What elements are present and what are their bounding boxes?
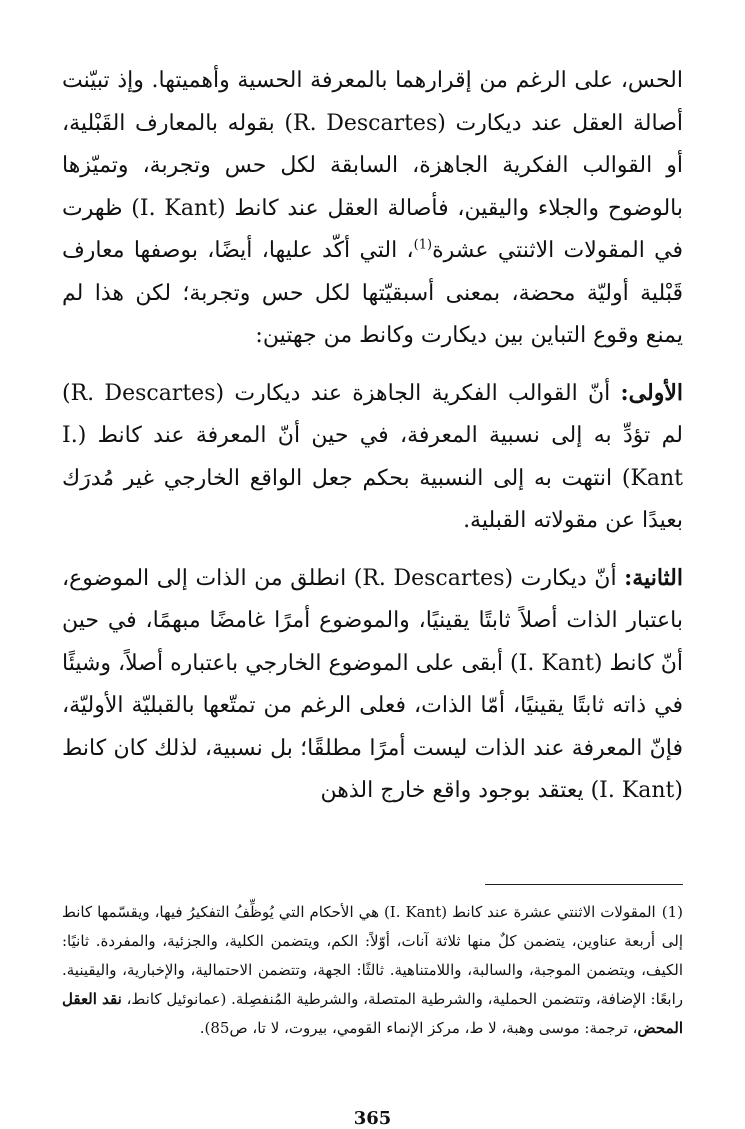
paragraph-first-point: [62, 372, 683, 543]
footnote-number: (1): [661, 903, 683, 921]
footnote-text-b: ، ترجمة: موسى وهبة، لا ط، مركز الإنماء القومي، بيروت، لا تا، ص85).: [199, 1019, 638, 1037]
footnote-text-a: المقولات الاثنتي عشرة عند كانط (I. Kant) هي الأحكام التي يُوظِّفُ التفكيرُ فيها، ويقسّمها كانط إلى أربعة عناوين، يتضمن كلٌ منها ثلاثة آنات، أوّلاً: الكم، ويتضمن الكلية، والجزئية، والمفردة. ثانيًا: الكيف، ويتضمن الموجبة، والسالبة، واللامتناهية. ثالثًا: الجهة، وتتضمن الاحتمالية، والإخبارية، واليقينية. رابعًا: الإضافة، وتتضمن الحملية، والشرطية المتصلة، والشرطية المُنفصِلة. (عمانوئيل كانط،: [62, 903, 684, 1008]
paragraph-intro-text-b: ، التي أكّد عليها، أيضًا، بوصفها معارف قَبْلية أوليّة محضة، بمعنى أسبقيّتها لكل حس وتجربة؛ لكن هذا لم يمنع وقوع التباين بين ديكارت وكانط من جهتين:: [62, 238, 683, 348]
footnote-separator: [485, 884, 683, 885]
footnote-reference-mark[interactable]: (1): [413, 237, 433, 253]
paragraph-second-point: [62, 557, 683, 813]
document-page: [62, 60, 684, 1129]
paragraph-intro-text-a: الحس، على الرغم من إقرارهما بالمعرفة الحسية وأهميتها. وإذ تبيّنت أصالة العقل عند ديكارت (R. Descartes) بقوله بالمعارف القَبْلية، أو القوالب الفكرية الجاهزة، السابقة لكل حس وتجربة، وتميّزها بالوضوح والجلاء واليقين، فأصالة العقل عند كانط (I. Kant) ظهرت في المقولات الاثنتي عشرة: [62, 68, 683, 263]
first-point-text: أنّ القوالب الفكرية الجاهزة عند ديكارت (R. Descartes) لم تؤدِّ به إلى نسبية المعرفة، في حين أنّ المعرفة عند كانط (I. Kant) انتهت به إلى النسبية بحكم جعل الواقع الخارجي غير مُدرَك بعيدًا عن مقولاته القبلية.: [62, 380, 683, 533]
page-number: 365: [353, 1108, 392, 1129]
second-point-text: أنّ ديكارت (R. Descartes) انطلق من الذات إلى الموضوع، باعتبار الذات أصلاً ثابتًا يقينيًا، والموضوع أمرًا غامضًا مبهمًا، في حين أنّ كانط (I. Kant) أبقى على الموضوع الخارجي باعتباره أصلاً، وشيئًا في ذاته ثابتًا يقينيًا، أمّا الذات، فعلى الرغم من تمتّعها بالقبليّة الأوليّة، فإنّ المعرفة عند الذات ليست أمرًا مطلقًا؛ بل نسبية، لذلك كان كانط (I. Kant) يعتقد بوجود واقع خارج الذهن: [62, 565, 683, 803]
footnote: [62, 898, 683, 1043]
footnote-book-title: نقد العقل المحض: [62, 990, 683, 1037]
second-point-heading: الثانية:: [624, 564, 683, 591]
paragraph-intro: [62, 60, 683, 358]
first-point-heading: الأولى:: [620, 379, 683, 406]
